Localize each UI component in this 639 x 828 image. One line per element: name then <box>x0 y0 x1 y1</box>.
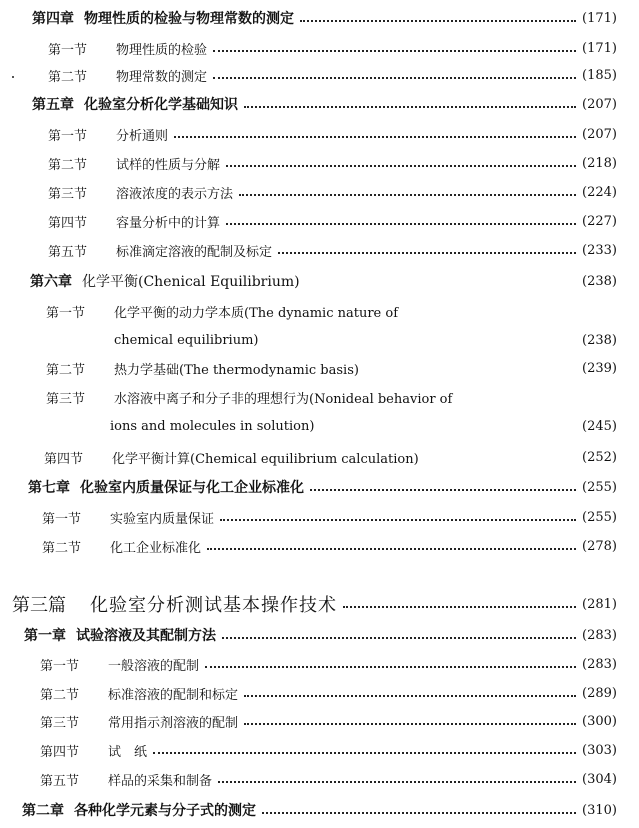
section-label: 第一节 <box>48 42 88 58</box>
chapter-label: 第七章 <box>28 480 70 496</box>
page-number: (185) <box>582 67 617 83</box>
toc-section-row[interactable] <box>0 533 639 559</box>
toc-section-row[interactable] <box>0 680 639 706</box>
section-label: 第五节 <box>40 773 80 789</box>
section-label: 第三节 <box>46 391 86 407</box>
toc-section-row[interactable] <box>0 766 639 792</box>
leader-dots <box>244 106 576 108</box>
chapter-title: 试验溶液及其配制方法 <box>76 628 216 644</box>
part-label: 第三篇 <box>12 595 66 616</box>
page-number: (245) <box>582 418 617 434</box>
section-label: 第一节 <box>46 305 86 321</box>
toc-section-row[interactable] <box>0 121 639 147</box>
page-number: (281) <box>582 596 617 612</box>
toc-chapter-row[interactable] <box>0 622 639 648</box>
leader-dots <box>300 20 576 22</box>
section-title-continued: chemical equilibrium) <box>114 332 259 348</box>
page-number: (252) <box>582 449 617 465</box>
page-number: (171) <box>582 10 617 26</box>
scan-speck <box>12 76 14 78</box>
toc-chapter-row[interactable] <box>0 474 639 500</box>
section-title: 试样的性质与分解 <box>116 157 221 173</box>
section-title: 水溶液中离子和分子非的理想行为(Nonideal behavior of <box>114 391 453 407</box>
leader-dots <box>278 252 576 254</box>
section-title: 实验室内质量保证 <box>110 511 215 527</box>
section-label: 第三节 <box>40 715 80 731</box>
leader-dots <box>244 695 576 697</box>
page-number: (218) <box>582 155 617 171</box>
section-title: 一般溶液的配制 <box>108 658 200 674</box>
chapter-title: 各种化学元素与分子式的测定 <box>74 803 256 819</box>
page-number: (255) <box>582 509 617 525</box>
section-title: 化学平衡计算(Chemical equilibrium calculation) <box>112 451 419 467</box>
leader-dots <box>205 666 576 668</box>
section-label: 第二节 <box>42 540 82 556</box>
toc-section-row[interactable] <box>0 737 639 763</box>
toc-chapter-row[interactable] <box>0 797 639 823</box>
section-label: 第一节 <box>48 128 88 144</box>
leader-dots <box>153 752 576 754</box>
section-label: 第二节 <box>48 69 88 85</box>
section-title: 热力学基础(The thermodynamic basis) <box>114 362 359 378</box>
section-label: 第四节 <box>48 215 88 231</box>
page-number: (233) <box>582 242 617 258</box>
leader-dots <box>343 606 576 608</box>
toc-chapter-row[interactable] <box>0 5 639 31</box>
section-title: 常用指示剂溶液的配制 <box>108 715 239 731</box>
toc-section-row[interactable] <box>0 444 639 470</box>
section-title: 物理常数的测定 <box>116 69 208 85</box>
section-label: 第三节 <box>48 186 88 202</box>
section-label: 第二节 <box>46 362 86 378</box>
page-number: (255) <box>582 479 617 495</box>
section-label: 第二节 <box>40 687 80 703</box>
page-number: (224) <box>582 184 617 200</box>
page-number: (171) <box>582 40 617 56</box>
toc-section-row[interactable] <box>0 384 639 410</box>
leader-dots <box>213 50 576 52</box>
section-title: 容量分析中的计算 <box>116 215 221 231</box>
leader-dots <box>222 637 576 639</box>
toc-section-row[interactable] <box>0 62 639 88</box>
section-title: 样品的采集和制备 <box>108 773 213 789</box>
leader-dots <box>310 489 576 491</box>
section-label: 第四节 <box>40 744 80 760</box>
part-title: 化验室分析测试基本操作技术 <box>90 595 337 616</box>
leader-dots <box>244 723 576 725</box>
leader-dots <box>213 77 576 79</box>
section-label: 第五节 <box>48 244 88 260</box>
toc-section-row[interactable] <box>0 298 639 324</box>
page-number: (207) <box>582 126 617 142</box>
section-title: 分析通则 <box>116 128 169 144</box>
page-number: (207) <box>582 96 617 112</box>
toc-section-row[interactable] <box>0 504 639 530</box>
leader-dots <box>207 548 576 550</box>
page-number: (304) <box>582 771 617 787</box>
chapter-label: 第一章 <box>24 628 66 644</box>
section-title-continued: ions and molecules in solution) <box>110 418 315 434</box>
toc-section-row[interactable] <box>0 355 639 381</box>
chapter-label: 第四章 <box>32 11 74 27</box>
toc-section-row[interactable] <box>0 208 639 234</box>
toc-section-row[interactable] <box>0 237 639 263</box>
chapter-title: 化学平衡(Chenical Equilibrium) <box>82 274 300 290</box>
section-label: 第一节 <box>42 511 82 527</box>
leader-dots <box>239 194 576 196</box>
toc-section-row[interactable] <box>0 708 639 734</box>
leader-dots <box>226 165 576 167</box>
chapter-title: 化验室分析化学基础知识 <box>84 97 238 113</box>
page-number: (303) <box>582 742 617 758</box>
section-title: 物理性质的检验 <box>116 42 208 58</box>
page-number: (278) <box>582 538 617 554</box>
section-label: 第二节 <box>48 157 88 173</box>
toc-part-row[interactable] <box>0 591 639 617</box>
page-number: (283) <box>582 656 617 672</box>
leader-dots <box>174 136 576 138</box>
chapter-label: 第六章 <box>30 274 72 290</box>
section-label: 第一节 <box>40 658 80 674</box>
section-title: 化学平衡的动力学本质(The dynamic nature of <box>114 305 399 321</box>
leader-dots <box>218 781 576 783</box>
page-number: (310) <box>582 802 617 818</box>
section-title: 溶液浓度的表示方法 <box>116 186 234 202</box>
toc-section-row[interactable] <box>0 179 639 205</box>
page-number: (227) <box>582 213 617 229</box>
page-number: (300) <box>582 713 617 729</box>
chapter-label: 第二章 <box>22 803 64 819</box>
page-number: (289) <box>582 685 617 701</box>
chapter-label: 第五章 <box>32 97 74 113</box>
toc-section-row[interactable] <box>0 651 639 677</box>
leader-dots <box>220 519 576 521</box>
leader-dots <box>262 812 576 814</box>
toc-continuation-row[interactable] <box>0 327 639 353</box>
toc-continuation-row[interactable] <box>0 413 639 439</box>
toc-section-row[interactable] <box>0 150 639 176</box>
page-number: (238) <box>582 273 617 289</box>
toc-chapter-row[interactable] <box>0 268 639 294</box>
section-title: 试 纸 <box>108 744 148 760</box>
chapter-title: 化验室内质量保证与化工企业标准化 <box>80 480 304 496</box>
leader-dots <box>226 223 576 225</box>
section-title: 标准滴定溶液的配制及标定 <box>116 244 273 260</box>
page-number: (283) <box>582 627 617 643</box>
section-title: 标准溶液的配制和标定 <box>108 687 239 703</box>
page-number: (238) <box>582 332 617 348</box>
section-title: 化工企业标准化 <box>110 540 202 556</box>
toc-section-row[interactable] <box>0 35 639 61</box>
chapter-title: 物理性质的检验与物理常数的测定 <box>84 11 294 27</box>
page-number: (239) <box>582 360 617 376</box>
toc-chapter-row[interactable] <box>0 91 639 117</box>
section-label: 第四节 <box>44 451 84 467</box>
